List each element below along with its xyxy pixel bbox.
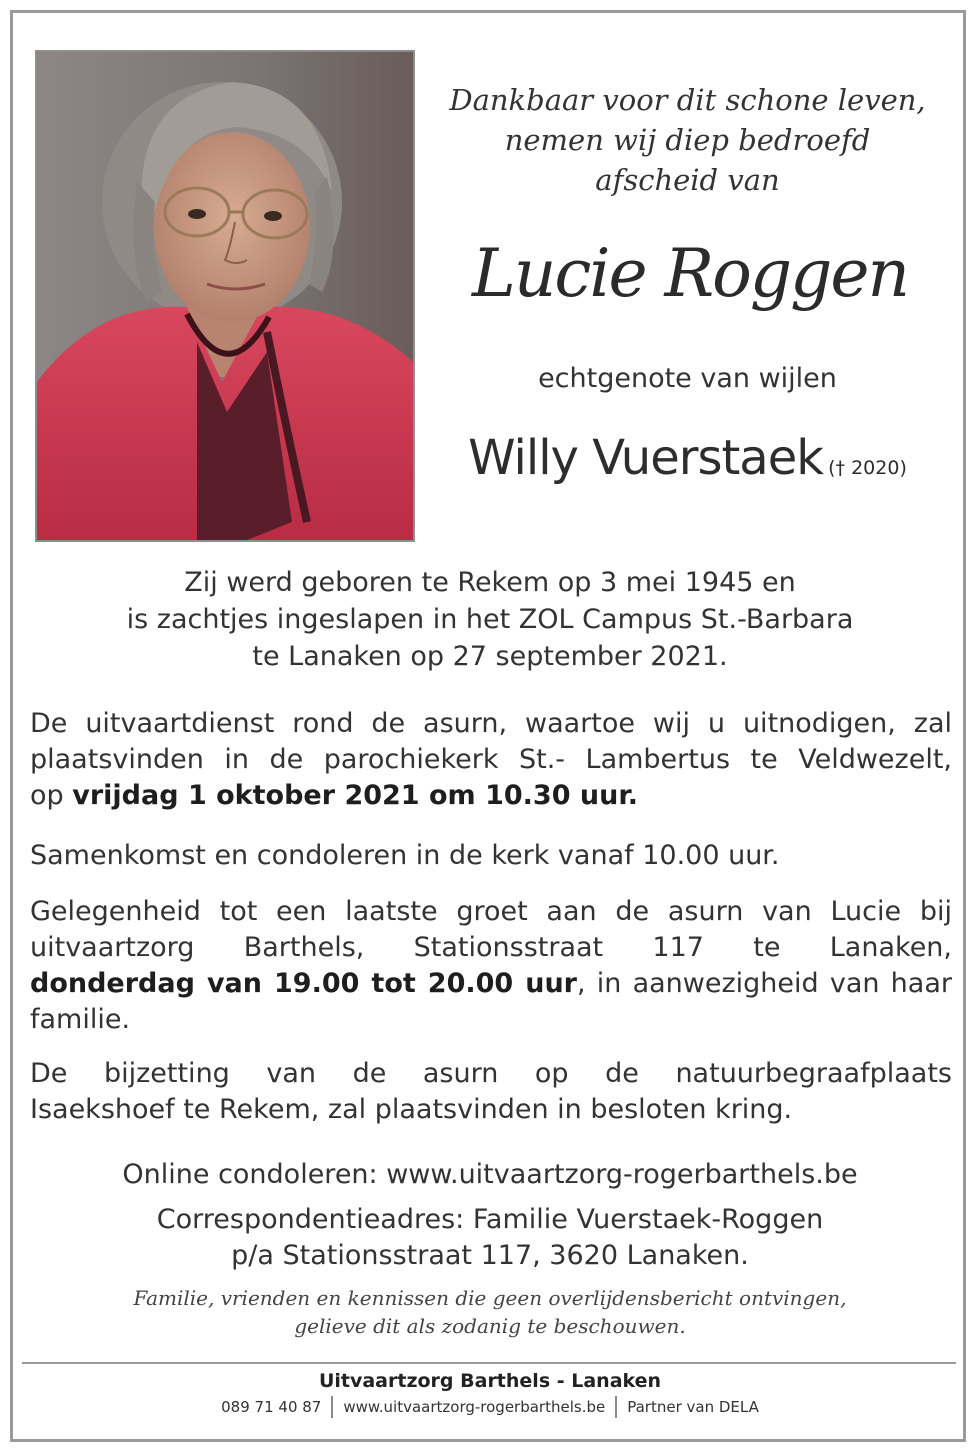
intro-line: nemen wij diep bedroefd	[504, 123, 871, 157]
footer-website: www.uitvaartzorg-rogerbarthels.be	[343, 1398, 606, 1416]
deceased-name: Lucie Roggen	[472, 235, 908, 312]
farewell-paragraph	[30, 894, 952, 1038]
gathering-paragraph	[30, 838, 952, 874]
footer-separator	[615, 1396, 617, 1418]
intro-line: afscheid van	[595, 163, 780, 197]
service-line	[30, 778, 952, 814]
note-line: Familie, vrienden en kennissen die geen overlijdensbericht ontvingen,	[133, 1286, 847, 1310]
service-line: plaatsvinden in de parochiekerk St.- Lambertus te Veldwezelt,	[30, 744, 952, 775]
farewell-time: donderdag van 19.00 tot 20.00 uur	[30, 968, 577, 999]
intro-text	[425, 80, 950, 200]
interment-paragraph	[30, 1056, 952, 1128]
spouse-relation: echtgenote van wijlen	[538, 363, 837, 394]
notice-note	[30, 1284, 950, 1340]
interment-line: De bijzetting van de asurn op de natuurbegraafplaats	[30, 1058, 952, 1089]
footer-company: Uitvaartzorg Barthels - Lanaken	[318, 1370, 662, 1392]
interment-line: Isaekshoef te Rekem, zal plaatsvinden in besloten kring.	[30, 1094, 793, 1125]
birth-line: Zij werd geboren te Rekem op 3 mei 1945 en	[184, 567, 796, 598]
gathering-line: Samenkomst en condoleren in de kerk vanaf 10.00 uur.	[30, 840, 780, 871]
footer-divider	[22, 1362, 956, 1364]
spouse-name: Willy Vuerstaek	[468, 430, 824, 486]
birth-line: is zachtjes ingeslapen in het ZOL Campus St.-Barbara	[126, 604, 854, 635]
service-prefix: op	[30, 780, 73, 811]
farewell-line: uitvaartzorg Barthels, Stationsstraat 117 te Lanaken,	[30, 932, 952, 963]
footer-phone: 089 71 40 87	[221, 1398, 322, 1416]
spouse-death-year: († 2020)	[828, 457, 907, 479]
footer-partner: Partner van DELA	[627, 1398, 759, 1416]
service-paragraph	[30, 706, 952, 814]
footer-separator	[331, 1396, 333, 1418]
service-line: De uitvaartdienst rond de asurn, waartoe wij u uitnodigen, zal	[30, 708, 952, 739]
correspondence-line: Correspondentieadres: Familie Vuerstaek-Roggen	[156, 1204, 824, 1235]
correspondence-address	[30, 1202, 950, 1274]
footer-contact	[30, 1394, 950, 1420]
note-line: gelieve dit als zodanig te beschouwen.	[294, 1314, 686, 1338]
farewell-line: familie.	[30, 1004, 131, 1035]
intro-line: Dankbaar voor dit schone leven,	[449, 83, 926, 117]
farewell-rest: , in aanwezigheid van haar	[576, 968, 952, 999]
online-condolence: Online condoleren: www.uitvaartzorg-rogerbarthels.be	[122, 1159, 858, 1190]
service-date: vrijdag 1 oktober 2021 om 10.30 uur.	[72, 780, 639, 811]
portrait-photo	[35, 50, 415, 542]
spouse-name-line	[425, 430, 950, 486]
farewell-line	[30, 966, 952, 1002]
correspondence-line: p/a Stationsstraat 117, 3620 Lanaken.	[231, 1240, 749, 1271]
birth-paragraph	[30, 564, 950, 675]
farewell-line: Gelegenheid tot een laatste groet aan de asurn van Lucie bij	[30, 896, 952, 927]
birth-line: te Lanaken op 27 september 2021.	[252, 641, 728, 672]
